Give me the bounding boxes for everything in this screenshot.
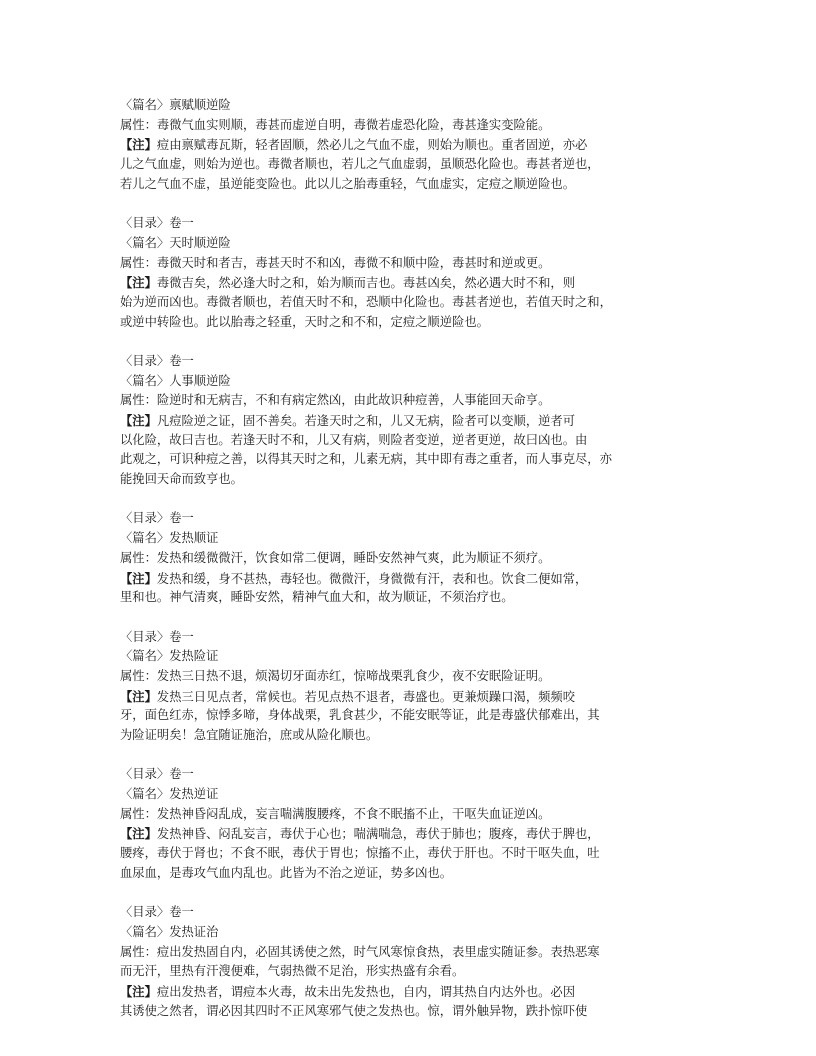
- text-line: 属性：险逆时和无病吉，不和有病定然凶，由此故识种痘善，人事能回天命亨。: [120, 393, 551, 408]
- text-line: 〈目录〉卷一: [120, 905, 194, 920]
- text-line: 属性：毒微气血实则顺，毒甚而虚逆自明，毒微若虚恐化险，毒甚逢实变险能。: [120, 117, 551, 132]
- text-section: [120, 628, 690, 746]
- note-marker: 【注】: [120, 688, 157, 704]
- text-line: [120, 982, 690, 1002]
- text-line: 〈篇名〉发热顺证: [120, 531, 219, 546]
- text-line: 若儿之气血不虚，虽逆能变险也。此以儿之胎毒重轻，气血虚实，定痘之顺逆险也。: [120, 176, 575, 191]
- text-line: 为险证明矣！急宜随证施治，庶或从险化顺也。: [120, 728, 379, 742]
- text-section: [120, 352, 690, 490]
- text-line: 而无汗，里热有汗溲便难，气弱热微不足治，形实热盛有余看。: [120, 964, 465, 979]
- note-text: 毒微吉矣，然必逢大时之和，始为顺而吉也。毒甚凶矣，然必遇大时不和，则: [156, 276, 576, 291]
- text-line: [120, 824, 690, 844]
- text-line: 血尿血，是毒攻气血内乱也。此皆为不治之逆证，势多凶也。: [120, 865, 453, 880]
- text-line: 〈篇名〉发热险证: [120, 649, 219, 664]
- text-line: 属性：发热三日热不退，烦渴切牙面赤红，惊啼战栗乳食少，夜不安眠险证明。: [120, 668, 551, 683]
- text-line: 〈目录〉卷一: [120, 216, 194, 231]
- text-line: 〈篇名〉天时顺逆险: [120, 235, 231, 250]
- note-marker: 【注】: [120, 570, 157, 586]
- text-line: 始为逆而凶也。毒微者顺也，若值天时不和，恐顺中化险也。毒甚者逆也，若值天时之和，: [120, 294, 612, 309]
- note-text: 发热神昏、闷乱妄言，毒伏于心也；喘满喘急，毒伏于肺也；腹疼，毒伏于脾也，: [156, 827, 600, 842]
- text-line: 〈篇名〉发热逆证: [120, 787, 219, 802]
- text-line: [120, 687, 690, 707]
- text-line: [120, 135, 690, 155]
- text-section: [120, 214, 690, 332]
- note-text: 发热三日见点者，常候也。若见点热不退者，毒盛也。更兼烦躁口渴，频频咬: [156, 689, 576, 704]
- note-marker: 【注】: [120, 413, 157, 428]
- text-line: [120, 411, 690, 431]
- text-line: 〈篇名〉发热证治: [120, 924, 219, 939]
- text-line: [120, 569, 690, 589]
- text-section: [120, 96, 690, 194]
- text-line: 属性：毒微天时和者吉，毒甚天时不和凶，毒微不和顺中险，毒甚时和逆或更。: [120, 255, 551, 270]
- note-marker: 【注】: [120, 275, 157, 291]
- text-line: 以化险，故曰吉也。若逢天时不和，儿又有病，则险者变逆，逆者更逆，故曰凶也。由: [120, 432, 588, 447]
- text-line: 此观之，可识种痘之善，以得其天时之和，儿素无病，其中即有毒之重者，而人事克尽，亦: [120, 452, 612, 467]
- text-line: 〈目录〉卷一: [120, 767, 194, 782]
- text-section: [120, 509, 690, 607]
- text-line: 腰疼，毒伏于肾也；不食不眠，毒伏于胃也；惊搐不止，毒伏于肝也。不时干呕失血，吐: [120, 846, 600, 861]
- text-line: 〈篇名〉禀赋顺逆险: [120, 98, 231, 112]
- text-line: 属性：发热和缓微微汗，饮食如常二便调，睡卧安然神气爽，此为顺证不须疗。: [120, 550, 551, 565]
- text-section: [120, 903, 690, 1021]
- text-line: 能挽回天命而致亨也。: [120, 472, 243, 487]
- note-marker: 【注】: [120, 983, 157, 999]
- note-marker: 【注】: [120, 137, 157, 153]
- text-line: 属性：发热神昏闷乱成，妄言喘满腹腰疼，不食不眠搐不止，干呕失血证逆凶。: [120, 806, 551, 821]
- text-line: 儿之气血虚，则始为逆也。毒微者顺也，若儿之气血虚弱，虽顺恐化险也。毒甚者逆也，: [120, 157, 600, 172]
- text-line: 〈篇名〉人事顺逆险: [120, 373, 231, 388]
- text-line: 牙，面色红赤，惊悸多啼，身体战栗，乳食甚少，不能安眠等证，此是毒盛伏郁难出，其: [120, 708, 600, 723]
- text-line: [120, 273, 690, 293]
- note-text: 发热和缓，身不甚热，毒轻也。微微汗，身微微有汗，表和也。饮食二便如常，: [156, 571, 588, 586]
- text-line: 〈目录〉卷一: [120, 511, 194, 526]
- note-text: 痘出发热者，谓痘本火毒，故未出先发热也，自内，谓其热自内达外也。必因: [156, 984, 576, 999]
- document-page: [120, 96, 690, 1041]
- text-line: 里和也。神气清爽，睡卧安然，精神气血大和，故为顺证，不须治疗也。: [120, 590, 514, 605]
- text-line: 其诱使之然者，谓必因其四时不正风寒邪气使之发热也。惊，谓外触异物，跌扑惊吓使: [120, 1003, 588, 1018]
- text-line: 或逆中转险也。此以胎毒之轻重，天时之和不和，定痘之顺逆险也。: [120, 314, 489, 329]
- text-line: 属性：痘出发热固自内，必固其诱使之然，时气风寒惊食热，表里虚实随证参。表热恶寒: [120, 944, 600, 959]
- note-marker: 【注】: [120, 826, 157, 842]
- text-line: 〈目录〉卷一: [120, 629, 194, 644]
- note-text: 痘由禀赋毒瓦斯，轻者固顺，然必儿之气血不虚，则始为顺也。重者固逆，亦必: [156, 138, 588, 153]
- text-section: [120, 765, 690, 883]
- note-text: 凡痘险逆之证，固不善矣。若逢天时之和，儿又无病，险者可以变顺，逆者可: [156, 414, 576, 428]
- text-line: 〈目录〉卷一: [120, 353, 194, 368]
